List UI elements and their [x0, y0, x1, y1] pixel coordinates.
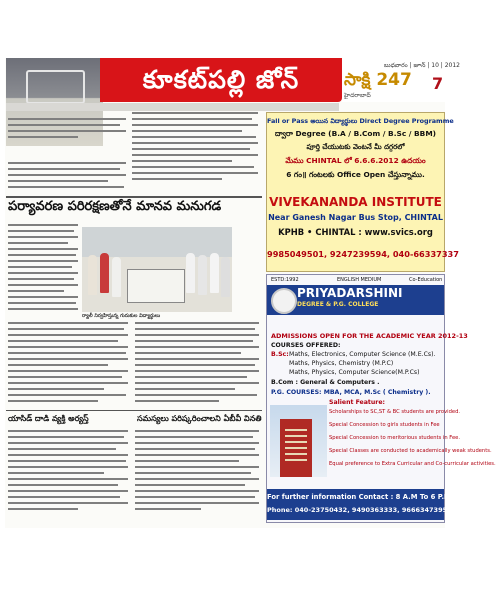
feature-item: Special Concession to meritorious students in Fee. [329, 435, 460, 441]
ad-text: మేము CHINTAL లో 6.6.6.2012 ఉదయం [285, 156, 426, 165]
main-headline: పర్యావరణ పరిరక్షణతోనే మానవ మనుగడ [8, 199, 222, 214]
article-text-block [8, 322, 130, 406]
bsc-course: Maths, Physics, Chemistry (M.P.C) [289, 360, 394, 367]
top-text-strip [6, 103, 339, 111]
person-figure [198, 255, 207, 295]
section-divider [6, 196, 262, 198]
college-building-image [270, 405, 327, 477]
person-figure [186, 253, 195, 293]
rally-photo [82, 227, 232, 312]
person-figure [221, 257, 230, 297]
article-text-block [135, 430, 260, 514]
page-number: 7 [432, 74, 444, 93]
contact-hours: For further information Contact : 8 A.M To 6 P.M [267, 493, 451, 501]
article-text-block [132, 112, 260, 184]
estd-label: ESTD:1992 [271, 277, 299, 283]
section-title: కూకట్‌పల్లి జోన్ [142, 65, 300, 94]
article-text-block [8, 162, 128, 192]
photo-banner [127, 269, 185, 303]
person-figure [88, 255, 97, 295]
ad-text: ద్వారా Degree (B.A / B.Com / B.Sc / BBM) [274, 129, 437, 138]
institute-address: Near Ganesh Nagar Bus Stop, CHINTAL [268, 213, 443, 222]
section-banner [100, 58, 342, 102]
bsc-label: B.Sc: [271, 351, 289, 358]
city-name: హైదరాబాద్ [344, 92, 371, 99]
issue-date: బుధవారం | జూన్ | 10 | 2012 [384, 62, 460, 69]
institute-phone: 9985049501, 9247239594, 040-66337337 [267, 249, 459, 259]
admissions-heading: ADMISSIONS OPEN FOR THE ACADEMIC YEAR 2012-13 [271, 332, 468, 340]
article-text-block [8, 118, 128, 142]
bsc-course: Maths, Electronics, Computer Science (M.E.Cs). [289, 351, 436, 358]
institute-name: VIVEKANANDA INSTITUTE [269, 195, 442, 209]
article-text-block [8, 430, 130, 514]
article-text-block [8, 224, 80, 314]
person-figure [210, 253, 219, 293]
ad-text: పూర్తి చేయుటకు వెంటనే మీ దగ్గరలో [306, 143, 405, 151]
feature-item: Equal preference to Extra Curricular and Co-curricular activities. [329, 461, 496, 467]
pg-courses: P.G. COURSES: MBA, MCA, M.Sc ( Chemistry ). [271, 389, 431, 396]
person-figure [100, 253, 109, 293]
features-label: Salient Feature: [329, 399, 386, 406]
coed-label: Co-Education [409, 277, 443, 283]
college-name: PRIYADARSHINI [297, 286, 403, 300]
article-2-headline: యాసిడ్ దాడి వ్యక్తి అర్యస్త్ [8, 414, 89, 423]
bsc-course: Maths, Physics, Computer Science(M.P.Cs) [289, 369, 420, 376]
medium-label: ENGLISH MEDIUM [337, 277, 382, 283]
feature-item: Special Concession to girls students in Fee [329, 422, 440, 428]
person-figure [112, 257, 121, 297]
college-logo-icon [271, 288, 297, 314]
article-text-block [135, 322, 260, 406]
bcom-course: B.Com : General & Computers . [271, 379, 380, 386]
institute-branches: KPHB • CHINTAL : www.svics.org [278, 227, 433, 237]
photo-caption: ర్యాలీ నిర్వహిస్తున్న గురుకుల విద్యార్థులు [82, 313, 161, 319]
college-subtitle: DEGREE & P.G. COLLEGE [297, 301, 379, 308]
ad-text: 6 గం॥ గంటలకు Office Open చేస్తున్నాము. [286, 170, 425, 179]
priyadarshini-ad [266, 274, 496, 523]
ad-text: Fall or Pass అయిన విద్యార్థులు Direct Degree Programme [267, 117, 454, 125]
section-divider [6, 410, 262, 411]
feature-item: Scholarships to SC,ST & BC students are provided. [329, 409, 461, 415]
feature-item: Special Classes are conducted to academically weak students. [329, 448, 492, 454]
article-3-headline: సమస్యలు పరిష్కరించాలని ఏబీవీ వినతి [137, 414, 262, 423]
paper-logo: సాక్షి 247 [344, 70, 412, 90]
vivekananda-ad [266, 112, 459, 272]
contact-footer [267, 489, 451, 520]
courses-label: COURSES OFFERED: [271, 342, 341, 349]
contact-phone: Phone: 040-23750432, 9490363333, 9666347395 [267, 506, 448, 514]
